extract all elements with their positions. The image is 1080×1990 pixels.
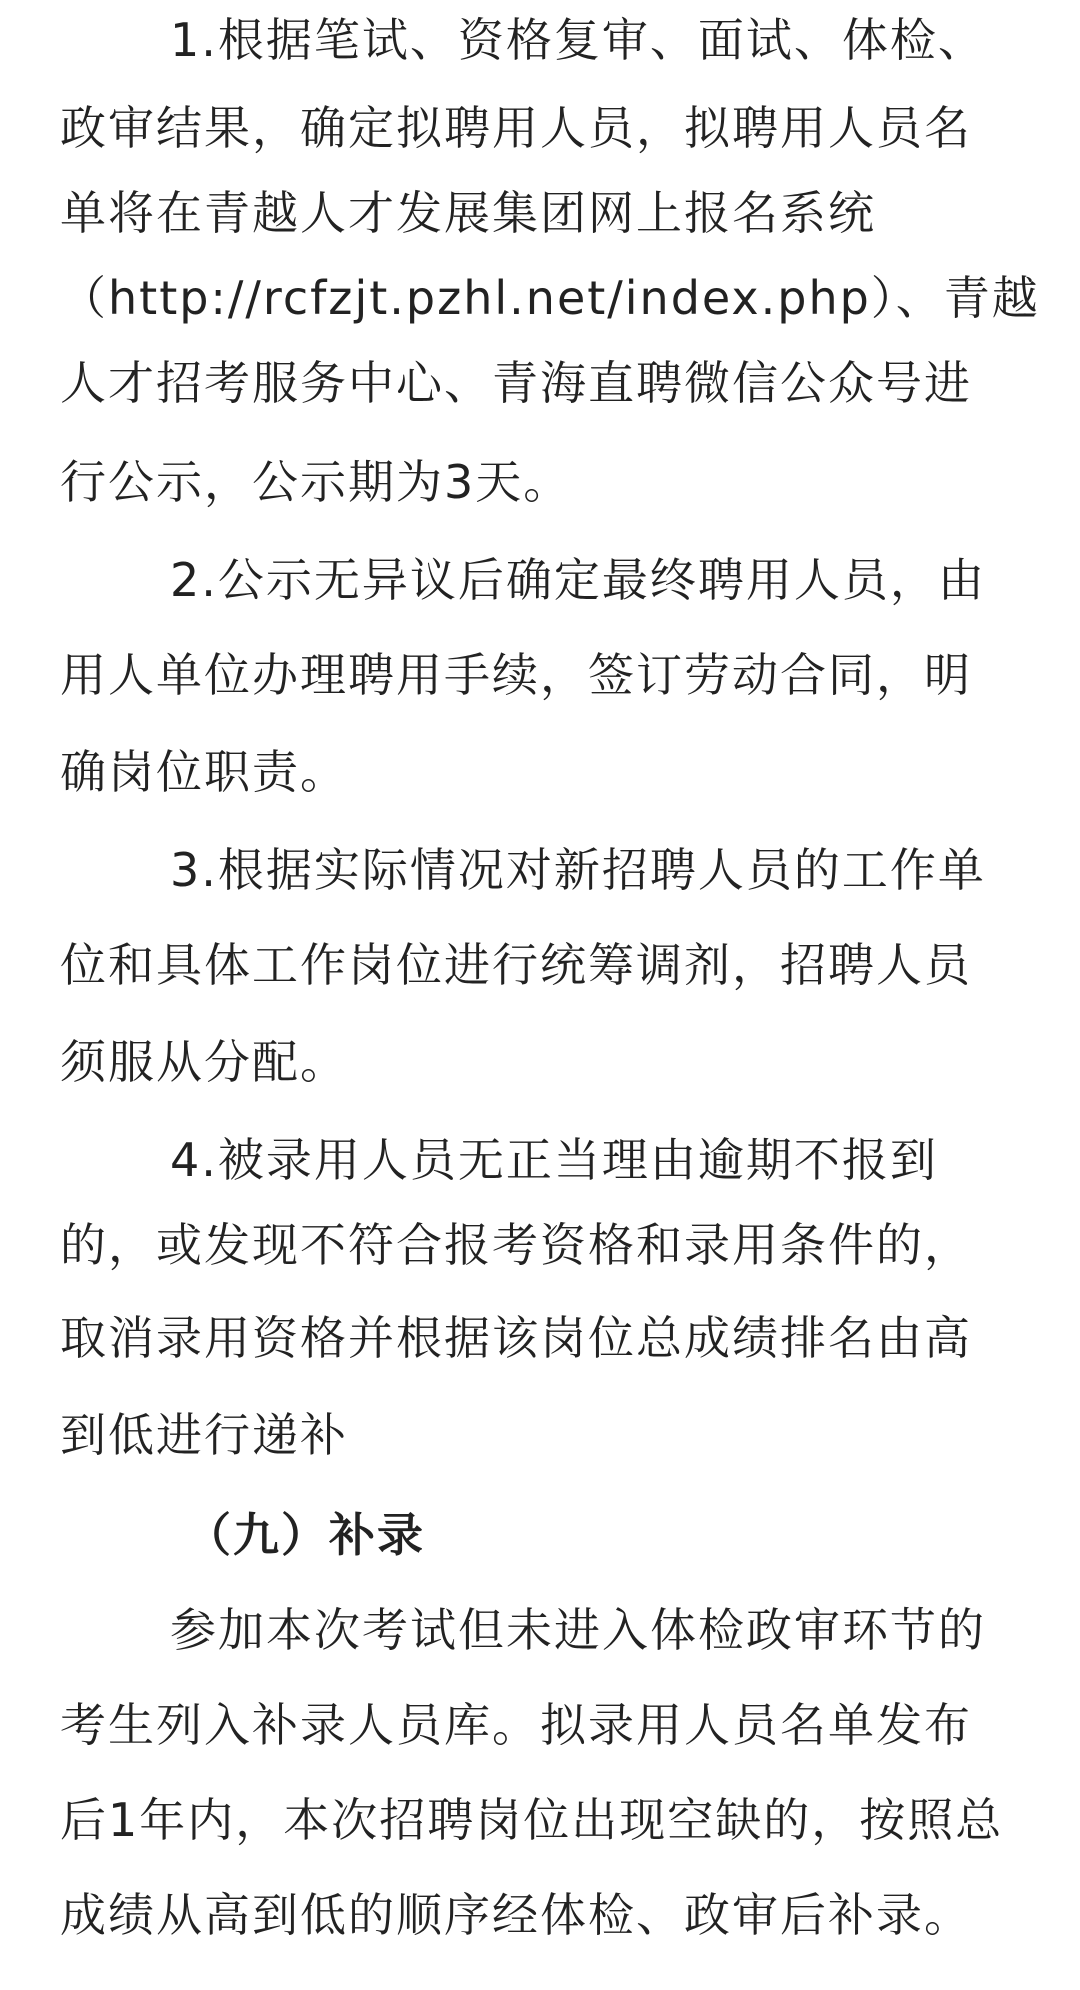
paragraph-1-line-5: 人才招考服务中心、青海直聘微信公众号进 xyxy=(60,356,972,410)
paragraph-2-line-1: 2.公示无异议后确定最终聘用人员，由 xyxy=(170,553,986,607)
paragraph-4-line-3: 取消录用资格并根据该岗位总成绩排名由高 xyxy=(60,1311,972,1365)
paragraph-1-line-6: 行公示，公示期为3天。 xyxy=(60,455,572,509)
paragraph-1-line-3: 单将在青越人才发展集团网上报名系统 xyxy=(60,186,876,240)
paragraph-5-line-4: 成绩从高到低的顺序经体检、政审后补录。 xyxy=(60,1888,972,1942)
paragraph-2-line-3: 确岗位职责。 xyxy=(60,745,348,799)
paragraph-4-line-4: 到低进行递补 xyxy=(60,1408,348,1462)
section-heading-supplementary: （九）补录 xyxy=(185,1508,425,1562)
paragraph-1-line-1: 1.根据笔试、资格复审、面试、体检、 xyxy=(170,13,986,67)
paragraph-3-line-3: 须服从分配。 xyxy=(60,1035,348,1089)
paragraph-5-line-3: 后1年内，本次招聘岗位出现空缺的，按照总 xyxy=(60,1793,1004,1847)
paragraph-1-line-4: （http://rcfzjt.pzhl.net/index.php）、青越 xyxy=(60,271,1040,325)
paragraph-3-line-2: 位和具体工作岗位进行统筹调剂，招聘人员 xyxy=(60,938,972,992)
paragraph-5-line-2: 考生列入补录人员库。拟录用人员名单发布 xyxy=(60,1698,972,1752)
paragraph-5-line-1: 参加本次考试但未进入体检政审环节的 xyxy=(170,1603,986,1657)
paragraph-2-line-2: 用人单位办理聘用手续，签订劳动合同，明 xyxy=(60,648,972,702)
paragraph-1-line-2: 政审结果，确定拟聘用人员，拟聘用人员名 xyxy=(60,101,972,155)
paragraph-4-line-1: 4.被录用人员无正当理由逾期不报到 xyxy=(170,1133,938,1187)
paragraph-4-line-2: 的，或发现不符合报考资格和录用条件的， xyxy=(60,1218,972,1272)
paragraph-3-line-1: 3.根据实际情况对新招聘人员的工作单 xyxy=(170,843,986,897)
